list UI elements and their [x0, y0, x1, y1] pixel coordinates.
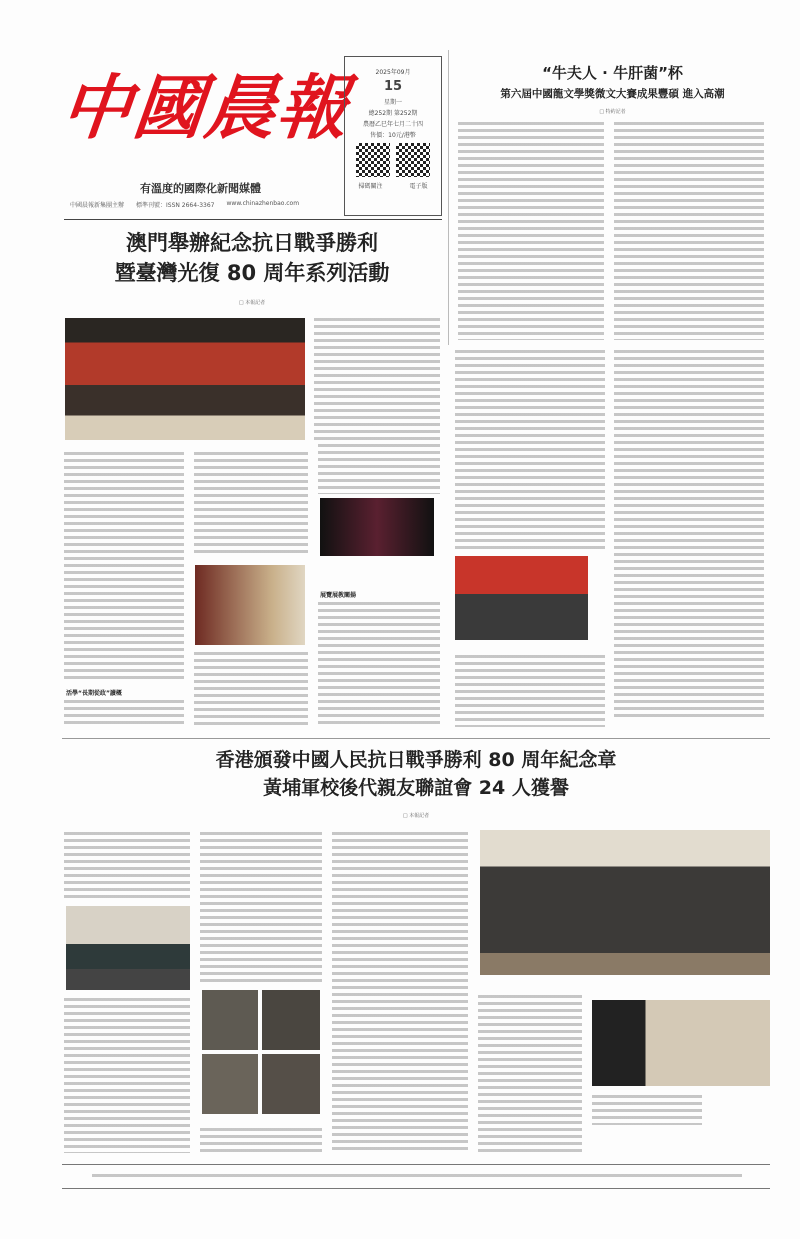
speaker-photo	[66, 906, 190, 990]
weekday: 星期一	[383, 99, 402, 106]
article-body	[200, 1128, 322, 1153]
article-body	[194, 652, 308, 727]
qr-code-icon[interactable]	[356, 143, 390, 177]
divider	[62, 1188, 770, 1189]
qr-label: 掃碼關注	[358, 183, 383, 190]
headline-line: 澳門舉辦紀念抗日戰爭勝利	[126, 231, 378, 255]
headline	[64, 228, 440, 288]
article-body	[318, 444, 440, 494]
article-body	[478, 995, 582, 1153]
award-group-photo	[480, 830, 770, 975]
divider	[64, 219, 442, 220]
exhibition-hall-photo	[195, 565, 305, 645]
date-box	[344, 56, 442, 216]
article-body	[64, 832, 190, 902]
article-body	[318, 602, 440, 727]
lunar-date: 農曆乙巳年七月二十四	[362, 121, 423, 128]
article-body	[455, 350, 605, 550]
article-body	[332, 832, 468, 1152]
website-link[interactable]: www.chinazhenbao.com	[226, 200, 300, 207]
slogan: 有溫度的國際化新聞媒體	[140, 182, 261, 195]
byline: □ 特約記者	[599, 109, 626, 115]
event-photo	[202, 1054, 258, 1114]
qr-label: 電子版	[409, 183, 428, 190]
photo-caption	[592, 1095, 702, 1125]
article-body	[64, 998, 190, 1153]
headline-line: 香港頒發中國人民抗日戰爭勝利 80 周年紀念章	[215, 749, 617, 771]
newspaper-logo: 中國晨報	[57, 66, 354, 149]
article-body	[64, 452, 184, 682]
headline	[62, 746, 770, 802]
article-title: “牛夫人 · 牛肝菌”杯	[542, 64, 683, 82]
byline: □ 本報記者	[238, 300, 266, 306]
divider	[62, 738, 770, 739]
article-body	[455, 655, 605, 727]
masthead-info	[70, 200, 299, 209]
article-body	[458, 122, 604, 340]
headline-line: 暨臺灣光復 80 周年系列活動	[114, 261, 390, 285]
subheading: 展覽展教闡揚	[320, 592, 357, 599]
medal-photo	[592, 1000, 770, 1086]
divider	[448, 50, 449, 345]
footer-info	[92, 1174, 742, 1178]
article-body	[614, 122, 764, 340]
event-photo	[262, 990, 320, 1050]
article-subtitle: 第六屆中國龍文學獎微文大賽成果豐碩 進入高潮	[500, 88, 725, 100]
issn: 標準刊號：ISSN 2664-3367	[136, 202, 215, 209]
price: 售價：10元/港幣	[370, 132, 416, 139]
day: 15	[383, 79, 403, 94]
exhibition-photo	[320, 498, 434, 556]
article-body	[614, 350, 764, 720]
divider	[62, 1164, 770, 1165]
event-photo	[262, 1054, 320, 1114]
group-photo	[455, 556, 588, 640]
article-body	[194, 452, 308, 557]
subheading: 活學“長期從政”讀概	[66, 690, 122, 697]
article-body	[200, 832, 322, 982]
publisher: 中國晨報新集團主辦	[70, 202, 125, 209]
article-body	[64, 700, 184, 728]
qr-code-icon[interactable]	[396, 143, 430, 177]
article-body	[314, 318, 440, 440]
event-photo	[202, 990, 258, 1050]
ceremony-photo	[65, 318, 305, 440]
date-line: 2025年09月	[375, 69, 411, 76]
byline: □ 本報記者	[402, 813, 430, 819]
issue-number: 總252期 第252期	[368, 110, 418, 117]
headline-line: 黃埔軍校後代親友聯誼會 24 人獲譽	[263, 777, 569, 799]
